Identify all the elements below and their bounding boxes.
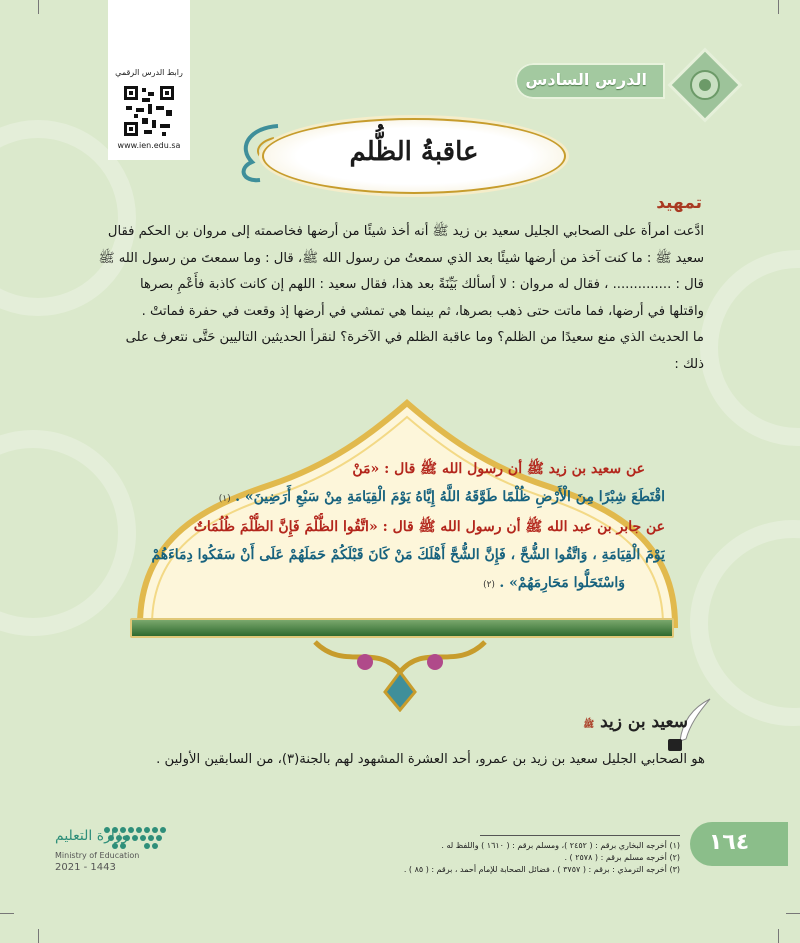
footnote-item: (٢) أخرجه مسلم برقم : ( ٢٥٧٨ ) . — [564, 853, 680, 862]
crop-mark — [38, 0, 39, 14]
crop-mark — [38, 929, 39, 943]
corner-ornament-icon — [660, 40, 750, 130]
footnote-divider — [480, 835, 680, 836]
ministry-name-ar: وزارة التعليم — [55, 828, 129, 844]
qr-label: رابط الدرس الرقمي — [115, 68, 183, 77]
lesson-title-frame — [262, 118, 566, 194]
lesson-title: عاقبةُ الظُّلم — [349, 137, 479, 167]
footnote-item: (٣) أخرجه الترمذي : برقم : ( ٣٧٥٧ ) ، فضائل الصحابة للإمام أحمد ، برقم : ( ٨٥ ) . — [403, 865, 680, 874]
intro-line: ادَّعت امرأة على الصحابي الجليل سعيد بن زيد ﷺ أنه أخذ شيئًا من أرضها فخاصمته إلى مروان بن الحكم فقال — [107, 224, 704, 239]
intro-line: قال : .............. ، فقال له مروان : لا أسألك بَيِّنَةً بعد هذا، فقال سعيد : اللهم إن كانت كاذبة فأَعْمِ بصرها — [139, 277, 704, 292]
hadith-1-intro: عن سعيد بن زيد ﷺ أن رسول الله ﷺ قال : «مَنْ — [352, 461, 645, 477]
qr-code-icon[interactable] — [122, 84, 176, 138]
bio-text: هو الصحابي الجليل سعيد بن زيد بن عمرو، أحد العشرة المشهود لهم بالجنة(٣)، من السابقين الأولين . — [156, 752, 705, 767]
intro-line: ما الحديث الذي منع سعيدًا من الظلم؟ وما عاقبة الظلم في الآخرة؟ لنقرأ الحديثين التاليين حَتَّى نتعرف على — [125, 330, 704, 345]
intro-line: سعيد ﷺ : ما كنت آخذ من أرضها شيئًا بعد الذي سمعتُ من رسول الله ﷺ، قال : وما سمعتَ من رسول الله ﷺ — [98, 250, 704, 266]
edition-year: 2021 - 1443 — [55, 862, 116, 873]
footnote-ref[interactable]: (٢) — [483, 580, 495, 590]
crop-mark — [0, 913, 14, 914]
background-ornament — [700, 250, 800, 446]
intro-heading: تمهيد — [656, 193, 702, 213]
digital-lesson-qr-box[interactable] — [108, 0, 190, 160]
qr-url[interactable]: www.ien.edu.sa — [117, 141, 181, 150]
hadith-1-line: اقْتَطَعَ شِبْرًا مِنَ الْأَرْضِ ظُلْمًا طَوَّقَهُ اللَّهُ إِيَّاهُ يَوْمَ الْقِيَامَةِ مِنْ سَبْعِ أَرَضِينَ» . (١) — [218, 489, 665, 505]
hadith-block — [150, 455, 665, 599]
footnote-ref[interactable]: (١) — [218, 494, 231, 504]
bio-heading: سعيد بن زيد ﷺ — [583, 712, 688, 732]
footnote-item: (١) أخرجه البخاري برقم : ( ٢٤٥٢ )، ومسلم برقم : ( ١٦١٠ ) واللفظ له . — [441, 841, 680, 850]
bottom-arabesque-icon — [305, 632, 495, 712]
crop-mark — [786, 913, 800, 914]
hadith-2-line: وَاسْتَحَلُّوا مَحَارِمَهُمْ» . (٢) — [483, 575, 625, 591]
page-number-tab — [690, 822, 788, 866]
page-number: ١٦٤ — [708, 830, 750, 855]
background-ornament — [0, 430, 136, 636]
intro-line: واقتلها في أرضها، فما ماتت حتى ذهب بصرها، ثم بينما هي تمشي في أرضها إذ وقعت في حفرة فماتتْ . — [141, 303, 704, 319]
crop-mark — [778, 929, 779, 943]
footnotes — [390, 840, 680, 876]
lesson-number-label: الدرس السادس — [525, 70, 647, 89]
honorific-mark: ﷺ — [583, 720, 595, 730]
intro-paragraph — [92, 219, 704, 378]
hadith-2-intro: عن جابر بن عبد الله ﷺ أن رسول الله ﷺ قال : «اتَّقُوا الظُّلْمَ فَإِنَّ الظُّلْمَ ظُلُمَاتٌ — [193, 519, 665, 535]
intro-line: ذلك : — [674, 356, 704, 372]
ministry-name-en: Ministry of Education — [55, 851, 140, 860]
crop-mark — [778, 0, 779, 14]
hadith-2-line: يَوْمَ الْقِيَامَةِ ، وَاتَّقُوا الشُّحَّ ، فَإِنَّ الشُّحَّ أَهْلَكَ مَنْ كَانَ قَبْلَكُمْ حَمَلَهُمْ عَلَى أَنْ سَفَكُوا دِمَاءَهُمْ — [151, 547, 665, 563]
lesson-number-tab — [515, 63, 665, 99]
